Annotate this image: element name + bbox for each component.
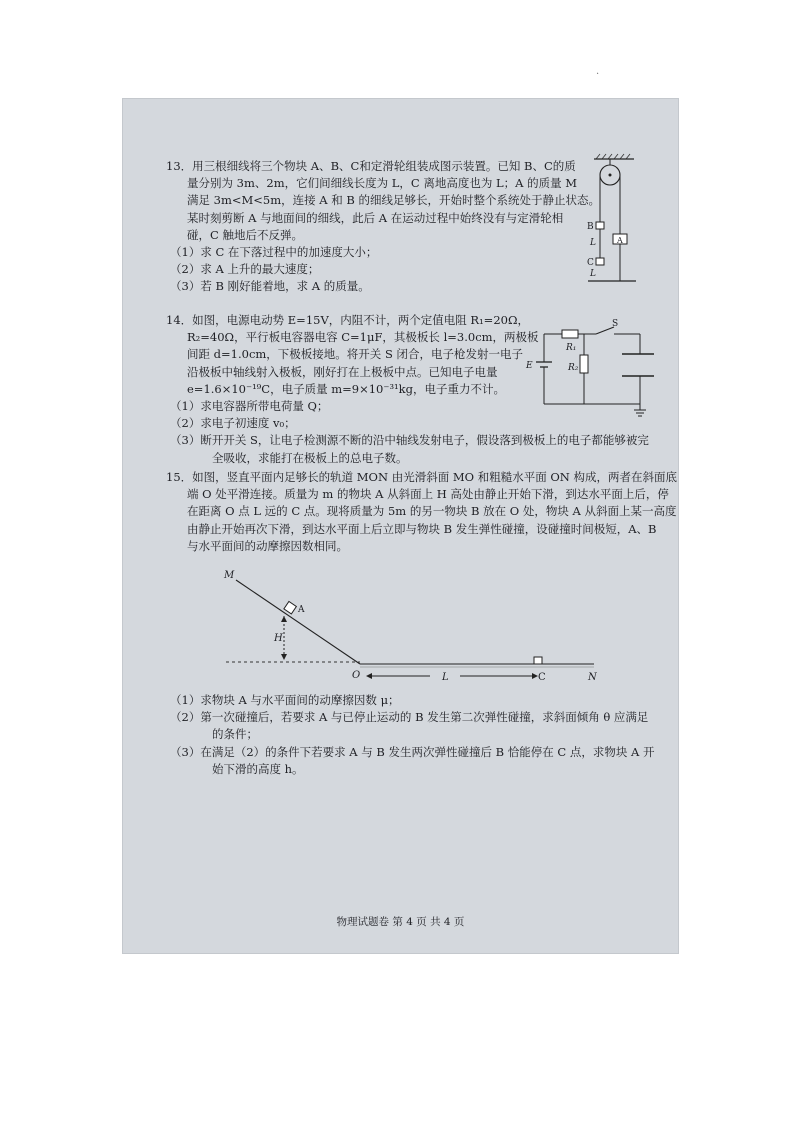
label-r1: R₁ — [566, 343, 577, 353]
q13-line: 某时刻剪断 A 与地面间的细线，此后 A 在运动过程中始终没有与定滑轮相 — [187, 210, 564, 225]
label-c: C — [587, 258, 594, 268]
q15-line: 端 O 处平滑连接。质量为 m 的物块 A 从斜面上 H 高处由静止开始下滑，到达水平面上后，停 — [187, 487, 669, 502]
q14-line: 沿极板中轴线射入极板，刚好打在上极板中点。已知电子电量 — [187, 364, 498, 379]
q15-sub-2: （2）第一次碰撞后，若要求 A 与已停止运动的 B 发生第二次弹性碰撞，求斜面倾角 θ 应满足 — [170, 710, 649, 725]
q13-line: 满足 3m<M<5m，连接 A 和 B 的细线足够长，开始时整个系统处于静止状态。 — [187, 193, 601, 208]
label-l-top: L — [590, 238, 596, 248]
q13-line: 碰，C 触地后不反弹。 — [187, 227, 303, 242]
block-b — [596, 222, 604, 229]
q13-line: 13．用三根细线将三个物块 A、B、C和定滑轮组装成图示装置。已知 B、C的质 — [166, 159, 576, 173]
corner-mark: . — [596, 66, 600, 77]
label-m: M — [224, 570, 235, 581]
q13-sub-1: （1）求 C 在下落过程中的加速度大小； — [170, 245, 378, 260]
q14-line: 14．如图，电源电动势 E=15V，内阻不计，两个定值电阻 R₁=20Ω， — [166, 313, 529, 327]
q15-line: 与水平面间的动摩擦因数相同。 — [187, 538, 348, 553]
q15-sub-1: （1）求物块 A 与水平面间的动摩擦因数 μ； — [170, 693, 400, 707]
label-n: N — [588, 672, 597, 683]
q14-line: 间距 d=1.0cm，下极板接地。将开关 S 闭合，电子枪发射一电子 — [187, 347, 523, 362]
q14-line: e=1.6×10⁻¹⁹C，电子质量 m=9×10⁻³¹kg，电子重力不计。 — [187, 381, 505, 396]
q15-line: 15．如图，竖直平面内足够长的轨道 MON 由光滑斜面 MO 和粗糙水平面 ON 构成，两者在斜面底 — [166, 470, 678, 484]
q14-sub-3: （3）断开开关 S，让电子检测源不断的沿中轴线发射电子，假设落到极板上的电子都能够被完 — [170, 433, 649, 448]
label-o: O — [352, 670, 361, 681]
point-c-marker — [534, 657, 542, 664]
q15-line: 在距离 O 点 L 远的 C 点。现将质量为 5m 的另一物块 B 放在 O 处，物块 A 从斜面上某一高度 — [187, 504, 677, 519]
label-a: A — [298, 605, 305, 615]
question-13 — [166, 158, 600, 296]
page-footer: 物理试题卷 第 4 页 共 4 页 — [336, 916, 465, 928]
label-s: S — [612, 319, 619, 329]
exam-page-photo — [122, 98, 679, 954]
q13-sub-3: （3）若 B 刚好能着地，求 A 的质量。 — [170, 279, 370, 294]
incline-mo — [236, 580, 360, 664]
q14-sub-3-cont: 全吸收，求能打在极板上的总电子数。 — [212, 450, 408, 465]
label-l-bottom: L — [590, 269, 596, 279]
block-a — [284, 601, 296, 613]
q13-line: 量分别为 3m、2m，它们间细线长度为 L，C 离地高度也为 L；A 的质量 M — [187, 176, 578, 191]
block-c — [596, 258, 604, 265]
label-a: A — [617, 236, 623, 245]
q15-line: 由静止开始再次下滑，到达水平面上后立即与物块 B 发生弹性碰撞，设碰撞时间极短，A、B — [187, 521, 657, 536]
q15-sub-3: （3）在满足（2）的条件下若要求 A 与 B 发生两次弹性碰撞后 B 恰能停在 C 点，求物块 A 开 — [170, 744, 655, 759]
label-c: C — [538, 672, 546, 683]
q14-sub-2: （2）求电子初速度 v₀； — [170, 416, 296, 431]
q14-sub-1: （1）求电容器所带电荷量 Q； — [170, 399, 329, 414]
q15-sub-3-cont: 始下滑的高度 h。 — [212, 761, 304, 776]
question-15 — [166, 469, 677, 555]
label-l: L — [442, 672, 449, 683]
question-15-parts — [166, 692, 655, 778]
label-e: E — [526, 361, 533, 371]
q13-sub-2: （2）求 A 上升的最大速度； — [170, 262, 320, 277]
label-r2: R₂ — [568, 363, 579, 373]
resistor-r2 — [580, 355, 588, 373]
q14-line: R₂=40Ω，平行板电容器电容 C=1μF，其极板长 l=3.0cm，两极板 — [187, 330, 539, 345]
label-h: H — [274, 633, 283, 644]
track-figure — [220, 566, 610, 684]
pulley-figure — [584, 153, 646, 295]
resistor-r1 — [562, 330, 578, 338]
circuit-figure — [522, 318, 657, 418]
q15-sub-2-cont: 的条件； — [212, 727, 258, 742]
label-b: B — [587, 222, 594, 232]
